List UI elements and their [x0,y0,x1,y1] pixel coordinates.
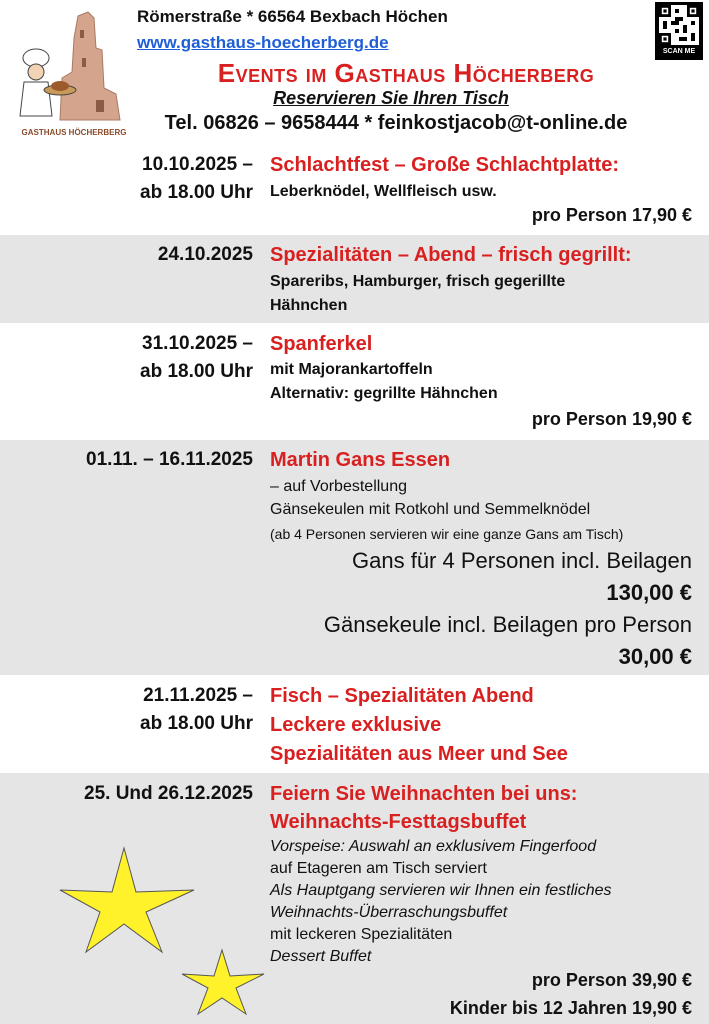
event-detail: Leberknödel, Wellfleisch usw. [270,183,497,200]
event-detail: mit leckeren Spezialitäten [270,926,453,943]
qr-code[interactable] [655,2,703,60]
event-detail: Spareribs, Hamburger, frisch gegerillte [270,273,566,290]
event-detail: Hähnchen [270,297,348,314]
page-title: Events im Gasthaus Höcherberg [217,58,595,88]
event-detail: – auf Vorbestellung [270,478,407,495]
event-time: ab 18.00 Uhr [140,361,253,382]
event-time: ab 18.00 Uhr [140,182,253,203]
offer-whole-goose: Gans für 4 Personen incl. Beilagen [352,548,692,573]
event-date: 21.11.2025 – [143,685,253,706]
star-icon [182,948,266,1016]
event-title: Spezialitäten – Abend – frisch gegrillt: [270,244,632,266]
event-title: Schlachtfest – Große Schlachtplatte: [270,154,619,176]
event-detail: Alternativ: gegrillte Hähnchen [270,385,498,402]
event-price: pro Person 17,90 € [531,205,692,225]
event-detail: Gänsekeulen mit Rotkohl und Semmelknödel [270,501,591,518]
event-detail: auf Etageren am Tisch serviert [270,860,487,877]
contact-info: Tel. 06826 – 9658444 * feinkostjacob@t-online.de [164,112,628,134]
website-link[interactable]: www.gasthaus-hoecherberg.de [137,33,389,52]
event-price: pro Person 39,90 € [531,970,692,990]
event-title: Spanferkel [270,333,373,355]
restaurant-logo [16,8,132,140]
price-whole-goose: 130,00 € [606,580,692,605]
event-time: ab 18.00 Uhr [140,713,253,734]
event-price-kids: Kinder bis 12 Jahren 19,90 € [449,998,692,1018]
star-icon [58,844,198,956]
page-subtitle: Reservieren Sie Ihren Tisch [273,88,509,108]
logo-text: GASTHAUS HÖCHERBERG [21,128,127,137]
price-goose-leg: 30,00 € [618,644,692,669]
event-title: Leckere exklusive [270,714,442,736]
event-date: 24.10.2025 [157,244,253,265]
event-detail: Weihnachts-Überraschungsbuffet [270,904,508,921]
qr-pattern-icon [659,5,699,45]
event-date: 25. Und 26.12.2025 [84,783,253,804]
event-title: Fisch – Spezialitäten Abend [270,685,534,707]
event-title: Martin Gans Essen [270,449,451,471]
event-date: 10.10.2025 – [142,154,253,175]
address: Römerstraße * 66564 Bexbach Höchen [137,7,448,26]
event-title: Feiern Sie Weihnachten bei uns: [270,783,578,805]
event-detail: mit Majorankartoffeln [270,361,433,378]
event-detail: Vorspeise: Auswahl an exklusivem Fingerfood [270,838,597,855]
event-date: 01.11. – 16.11.2025 [86,449,253,470]
event-price: pro Person 19,90 € [531,409,692,429]
event-detail: Als Hauptgang servieren wir Ihnen ein festliches [270,882,612,899]
qr-label: SCAN ME [662,48,696,55]
offer-goose-leg: Gänsekeule incl. Beilagen pro Person [323,612,692,637]
event-title: Spezialitäten aus Meer und See [270,743,568,765]
event-detail: Dessert Buffet [270,948,372,965]
event-title: Weihnachts-Festtagsbuffet [270,811,527,833]
event-note: (ab 4 Personen servieren wir eine ganze Gans am Tisch) [270,526,624,542]
event-date: 31.10.2025 – [142,333,253,354]
